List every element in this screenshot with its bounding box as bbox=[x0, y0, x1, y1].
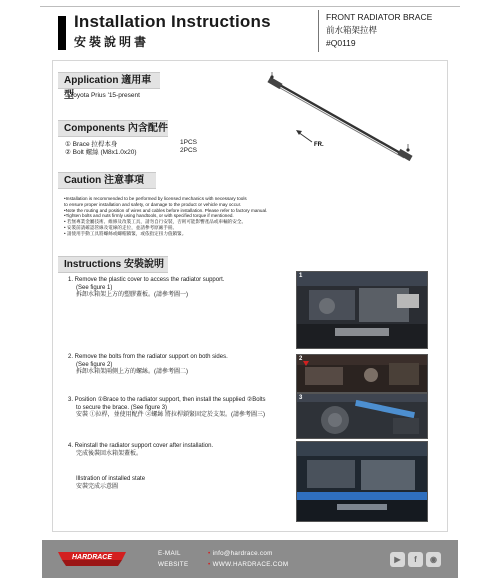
brace-end-right bbox=[397, 149, 412, 161]
svg-text:HARDRACE: HARDRACE bbox=[71, 554, 113, 561]
installed-state bbox=[76, 476, 301, 491]
step-2-text: 2. Remove the bolts from the radiator support on both sides. bbox=[68, 354, 228, 360]
component-qty-brace: 1PCS bbox=[180, 139, 197, 146]
website-row bbox=[158, 559, 288, 570]
step-2-text-zh: 拆卸水箱架兩側上方的螺絲。(請參考圖二) bbox=[76, 369, 188, 376]
contact-info bbox=[158, 548, 288, 570]
figure-3-photo bbox=[296, 393, 428, 439]
application-vehicle: Toyota Prius '15-present bbox=[70, 92, 140, 99]
part-number: #Q0119 bbox=[326, 38, 356, 48]
caution-line: • 若無專業金屬技術、維修及改裝工具，請勿自行安裝，否則可能影響產品或車輛的安全。 bbox=[64, 219, 247, 225]
step-3-text-zh: 安裝 ①拉桿，並使用配件 ②螺絲 將拉桿鎖緊固定於支架。(請參考圖三) bbox=[76, 412, 265, 419]
header-divider bbox=[318, 10, 319, 52]
brace-bar-edge bbox=[280, 88, 404, 158]
caution-list bbox=[64, 196, 314, 237]
caution-line: •Note the routing and position of wires and cables before installation. Please refer to factory manual. bbox=[64, 207, 268, 213]
instructions-heading: Instructions 安裝說明 bbox=[58, 256, 168, 273]
step-1 bbox=[68, 277, 293, 300]
product-info bbox=[326, 11, 432, 50]
caution-line: • 請使用手動工具將螺絲或螺帽鎖緊，或依指定扭力值鎖緊。 bbox=[64, 230, 187, 236]
email-label: E-MAIL bbox=[158, 550, 181, 557]
facebook-icon[interactable]: f bbox=[408, 552, 423, 567]
caution-heading: Caution 注意事項 bbox=[58, 172, 156, 189]
engine-bay-image bbox=[297, 272, 427, 348]
step-1-text: 1. Remove the plastic cover to access the radiator support. bbox=[68, 277, 225, 283]
page-title-zh: 安裝說明書 bbox=[74, 35, 150, 49]
step-4-text: 4. Reinstall the radiator support cover after installation. bbox=[68, 443, 214, 449]
product-name-zh: 前水箱架拉桿 bbox=[326, 25, 378, 35]
step-2-ref: (See figure 2) bbox=[76, 361, 113, 368]
footer bbox=[42, 540, 458, 578]
product-name: FRONT RADIATOR BRACE bbox=[326, 12, 433, 22]
top-rule bbox=[40, 6, 460, 7]
figure-1-label: 1 bbox=[299, 273, 303, 279]
step-2 bbox=[68, 354, 293, 377]
email-row bbox=[158, 548, 288, 559]
caution-line: •Tighten bolts and nuts firmly using handtools, or with specified torque if mentioned. bbox=[64, 213, 234, 219]
components-heading: Components 內含配件 bbox=[58, 120, 168, 137]
caution-line: • 安裝前請確認管線及電線的走位，並請參考原廠手冊。 bbox=[64, 224, 178, 230]
header-accent-bar bbox=[58, 16, 66, 50]
application-heading: Application 適用車型 bbox=[58, 72, 160, 89]
youtube-icon[interactable]: ▶ bbox=[390, 552, 405, 567]
email-bullet: • bbox=[208, 550, 211, 557]
website-label: WEBSITE bbox=[158, 561, 189, 568]
component-item-bolt: ② Bolt 螺絲 (M8x1.0x20) bbox=[65, 149, 137, 156]
component-qty-bolt: 2PCS bbox=[180, 147, 197, 154]
figure-2-label: 2 bbox=[299, 356, 303, 362]
page-title: Installation Instructions bbox=[74, 12, 271, 31]
installed-photo bbox=[296, 441, 428, 522]
website-bullet: • bbox=[208, 561, 211, 568]
step-3-ref: to secure the brace. (See figure 3) bbox=[76, 404, 168, 411]
brace-bar bbox=[278, 84, 402, 154]
radiator-bolt-image bbox=[297, 355, 427, 392]
email-link[interactable]: info@hardrace.com bbox=[212, 550, 273, 557]
wechat-icon[interactable]: ◉ bbox=[426, 552, 441, 567]
website-link[interactable]: WWW.HARDRACE.COM bbox=[212, 561, 289, 568]
installed-brace-image bbox=[297, 442, 427, 521]
hardrace-logo bbox=[54, 548, 130, 570]
brace-end-left bbox=[267, 77, 282, 89]
figure-3-label: 3 bbox=[299, 395, 303, 401]
step-1-text-zh: 拆卸水箱架上方的塑膠蓋板。(請參考圖一) bbox=[76, 292, 188, 299]
brace-diagram bbox=[262, 70, 422, 170]
step-3 bbox=[68, 397, 298, 420]
component-item-brace: ① Brace 拉桿本身 bbox=[65, 141, 118, 148]
step-4 bbox=[68, 443, 293, 458]
caution-line: •Installation is recommended to be performed by licensed mechanics with necessary tools bbox=[64, 196, 247, 201]
step-4-text-zh: 完成後裝回水箱架蓋板。 bbox=[76, 450, 143, 457]
figure-1-photo bbox=[296, 271, 428, 349]
installed-state-text-zh: 安裝完成示意圖 bbox=[76, 483, 119, 490]
step-3-text: 3. Position ①Brace to the radiator support, then install the supplied ②Bolts bbox=[68, 397, 266, 403]
direction-label: FR. bbox=[314, 142, 324, 148]
brace-mount-image bbox=[297, 394, 427, 438]
caution-line: to ensure proper installation and safety, or damage to the product or vehicle may occur. bbox=[64, 201, 242, 207]
installed-state-text: Illstration of installed state bbox=[76, 476, 146, 482]
figure-2-photo bbox=[296, 354, 428, 393]
step-1-ref: (See figure 1) bbox=[76, 284, 113, 291]
